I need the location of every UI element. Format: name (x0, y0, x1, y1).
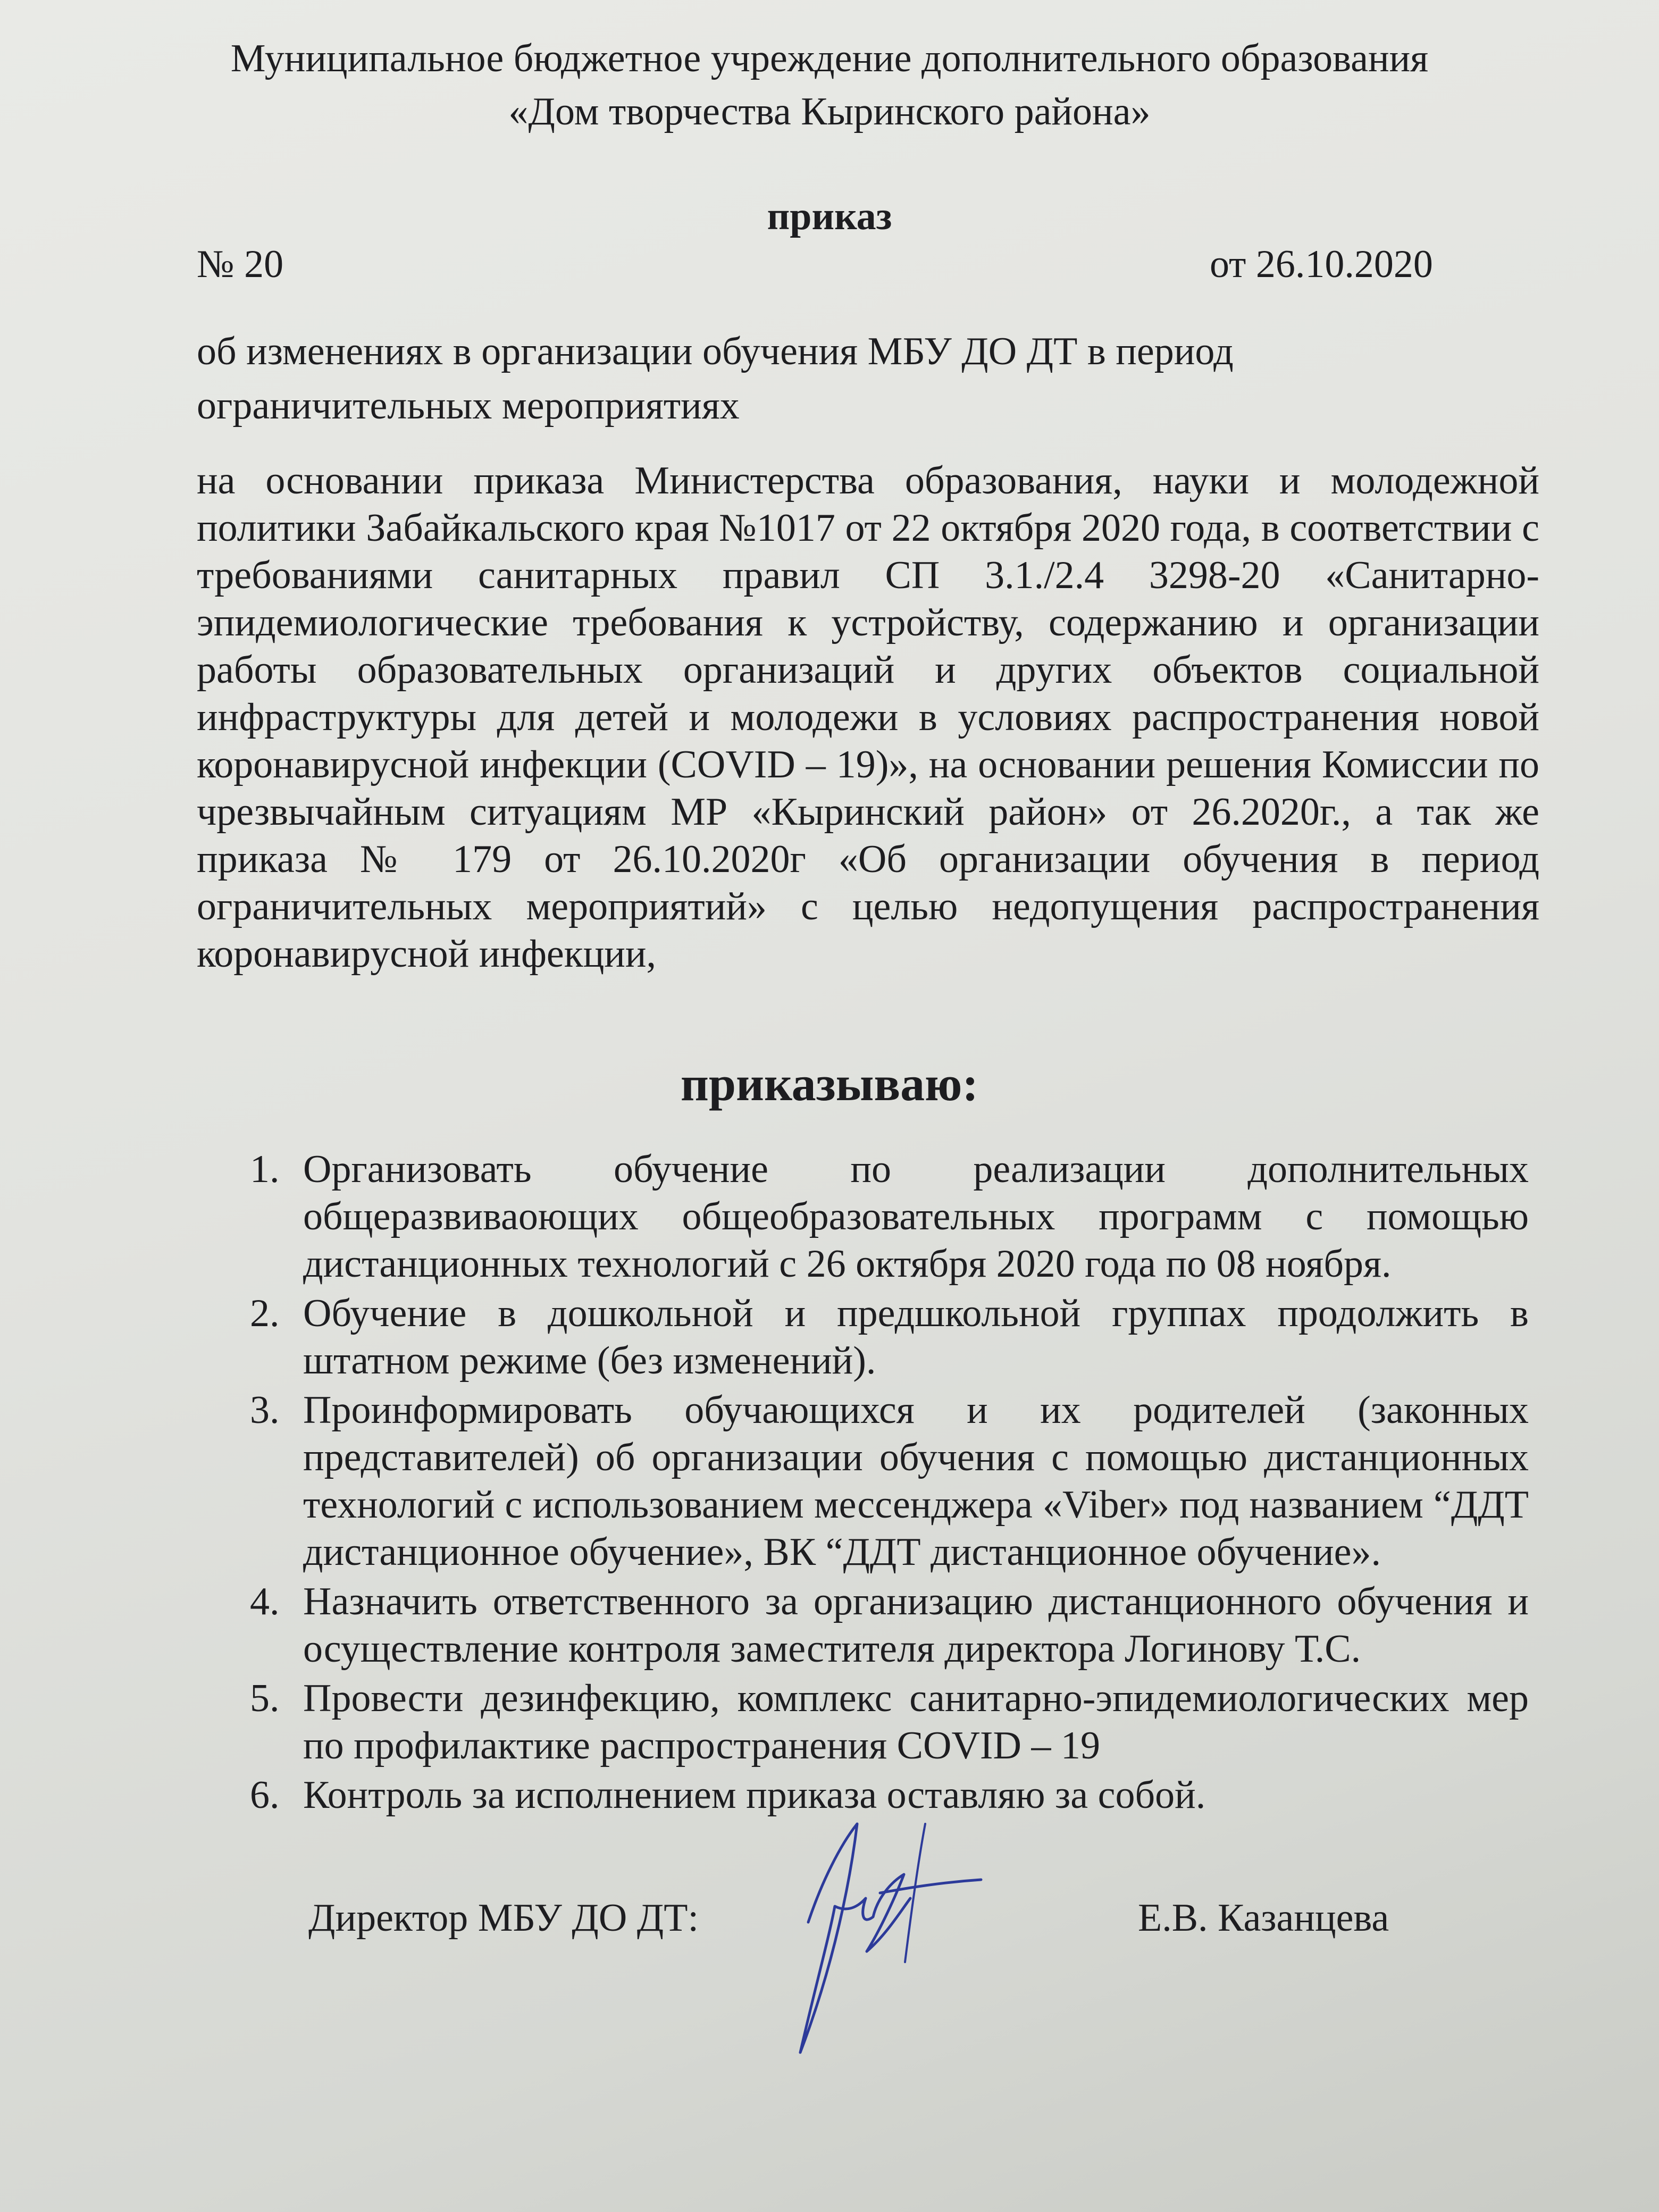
item-text: Организовать обучение по реализации дополнительных общеразвиваоющих общеобразовательных программ с помощью дистанционных технологий с 26 октября 2020 года по 08 ноября. (303, 1147, 1529, 1286)
subject-line2: ограничительных мероприятиях (197, 384, 740, 428)
item-text: Провести дезинфекцию, комплекс санитарно-эпидемиологических мер по профилактике распространения COVID – 19 (303, 1677, 1529, 1767)
order-item (250, 1146, 1529, 1288)
decree-heading: приказываю: (680, 1057, 979, 1111)
org-name-line2: «Дом творчества Кыринского района» (508, 90, 1151, 133)
item-text: Обучение в дошкольной и предшкольной группах продолжить в штатном режиме (без изменений). (303, 1292, 1529, 1382)
order-item (250, 1387, 1529, 1576)
signer-name: Е.В. Казанцева (1138, 1896, 1389, 1940)
order-subject (197, 324, 1313, 433)
item-text: Проинформировать обучающихся и их родителей (законных представителей) об организации обучения с помощью дистанционных технологий с использованием мессенджера «Viber» под названием “ДДТ дистанционное обучение», ВК “ДДТ дистанционное обучение». (303, 1388, 1529, 1574)
item-text: Контроль за исполнением приказа оставляю за собой. (303, 1773, 1206, 1817)
item-number: 6. (250, 1773, 280, 1817)
order-item (250, 1578, 1529, 1673)
document-title: приказ (767, 195, 892, 238)
handwritten-signature (771, 1803, 994, 2068)
org-name-line1: Муниципальное бюджетное учреждение дополнительного образования (230, 37, 1429, 80)
order-number: № 20 (197, 242, 284, 286)
order-basis-paragraph: на основании приказа Министерства образования, науки и молодежной политики Забайкальского края №1017 от 22 октября 2020 года, в соответствии с требованиями санитарных правил СП 3.1./2.4 3298-20 «Санитарно-эпидемиологические требования к устройству, содержанию и организации работы образовательных организаций и других объектов социальной инфраструктуры для детей и молодежи в условиях распространения новой коронавирусной инфекции (COVID – 19)», на основании решения Комиссии по чрезвычайным ситуациям МР «Кыринский район» от 26.2020г., а так же приказа № 179 от 26.10.2020г «Об организации обучения в период ограничительных мероприятий» с целью недопущения распространения коронавирусной инфекции, (197, 459, 1539, 976)
subject-line1: об изменениях в организации обучения МБУ ДО ДТ в период (197, 330, 1234, 373)
item-number: 4. (250, 1580, 280, 1623)
item-number: 1. (250, 1147, 280, 1191)
signer-role: Директор МБУ ДО ДТ: (308, 1896, 699, 1940)
organization-header (0, 32, 1659, 138)
item-number: 5. (250, 1677, 280, 1720)
order-items-list (250, 1146, 1529, 1821)
order-date: от 26.10.2020 (1210, 242, 1433, 286)
order-item (250, 1675, 1529, 1770)
item-text: Назначить ответственного за организацию дистанционного обучения и осуществление контроля заместителя директора Логинову Т.С. (303, 1580, 1529, 1671)
item-number: 2. (250, 1292, 280, 1335)
item-number: 3. (250, 1388, 280, 1432)
order-item (250, 1290, 1529, 1385)
